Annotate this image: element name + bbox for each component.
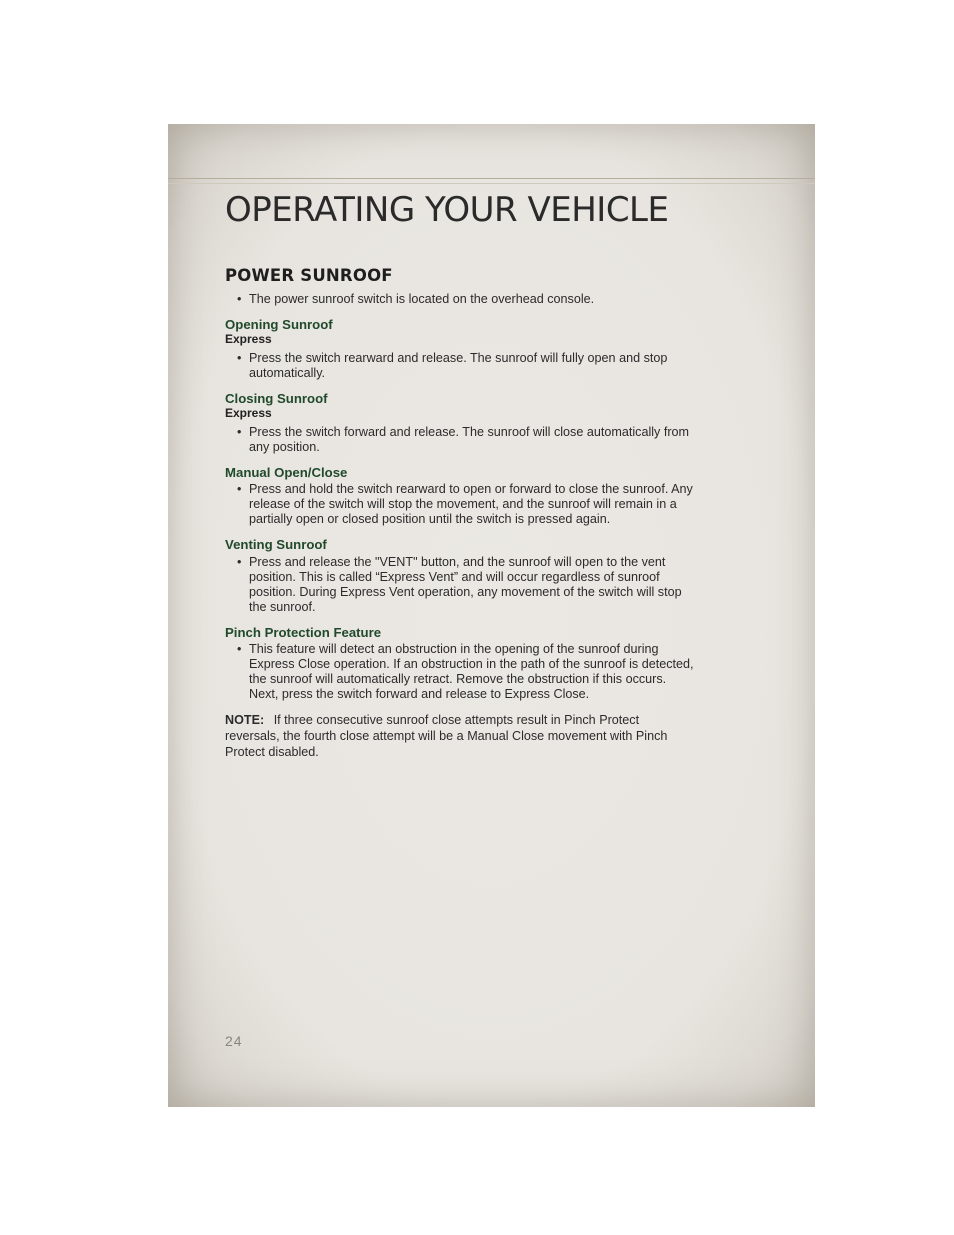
note-text: If three consecutive sunroof close attempts result in Pinch Protect reversals, the fourth close attempt will be a Manual Close movement with Pinch Protect disabled. [225,713,668,759]
chapter-title: OPERATING YOUR VEHICLE [225,190,669,230]
intro-list [225,292,695,307]
manual-open-close-heading: Manual Open/Close [225,465,348,480]
pinch-protection-heading: Pinch Protection Feature [225,625,382,640]
page-content [225,266,695,760]
note-paragraph [225,712,695,760]
power-sunroof-heading: POWER SUNROOF [225,266,393,285]
intro-bullet: • The power sunroof switch is located on the overhead console. [225,292,695,307]
venting-bullet: • Press and release the "VENT" button, and the sunroof will open to the vent position. This is called “Express Vent” and will occur regardless of sunroof position. During Express Vent operation, any movement of the switch will stop the sunroof. [225,555,695,615]
header-rule-secondary [168,183,815,184]
venting-sunroof-heading: Venting Sunroof [225,537,327,552]
venting-list [225,555,695,615]
closing-express-label: Express [225,406,272,420]
header-rule [168,178,815,179]
opening-list [225,351,695,381]
note-label: NOTE: [225,713,265,727]
page-number: 24 [225,1033,243,1049]
opening-express-label: Express [225,332,272,346]
pinch-bullet: • This feature will detect an obstruction in the opening of the sunroof during Express Close operation. If an obstruction in the path of the sunroof is detected, the sunroof will automatically retract. Remove the obstruction if this occurs. Next, press the switch forward and release to Express Close. [225,642,695,702]
opening-bullet: • Press the switch rearward and release. The sunroof will fully open and stop automatically. [225,351,695,381]
closing-sunroof-heading: Closing Sunroof [225,391,328,406]
closing-bullet: • Press the switch forward and release. The sunroof will close automatically from any position. [225,425,695,455]
manual-bullet: • Press and hold the switch rearward to open or forward to close the sunroof. Any release of the switch will stop the movement, and the sunroof will remain in a partially open or closed position until the switch is pressed again. [225,482,695,527]
opening-sunroof-heading: Opening Sunroof [225,317,333,332]
pinch-list [225,642,695,702]
closing-list [225,425,695,455]
manual-page [168,124,815,1107]
manual-list [225,482,695,527]
